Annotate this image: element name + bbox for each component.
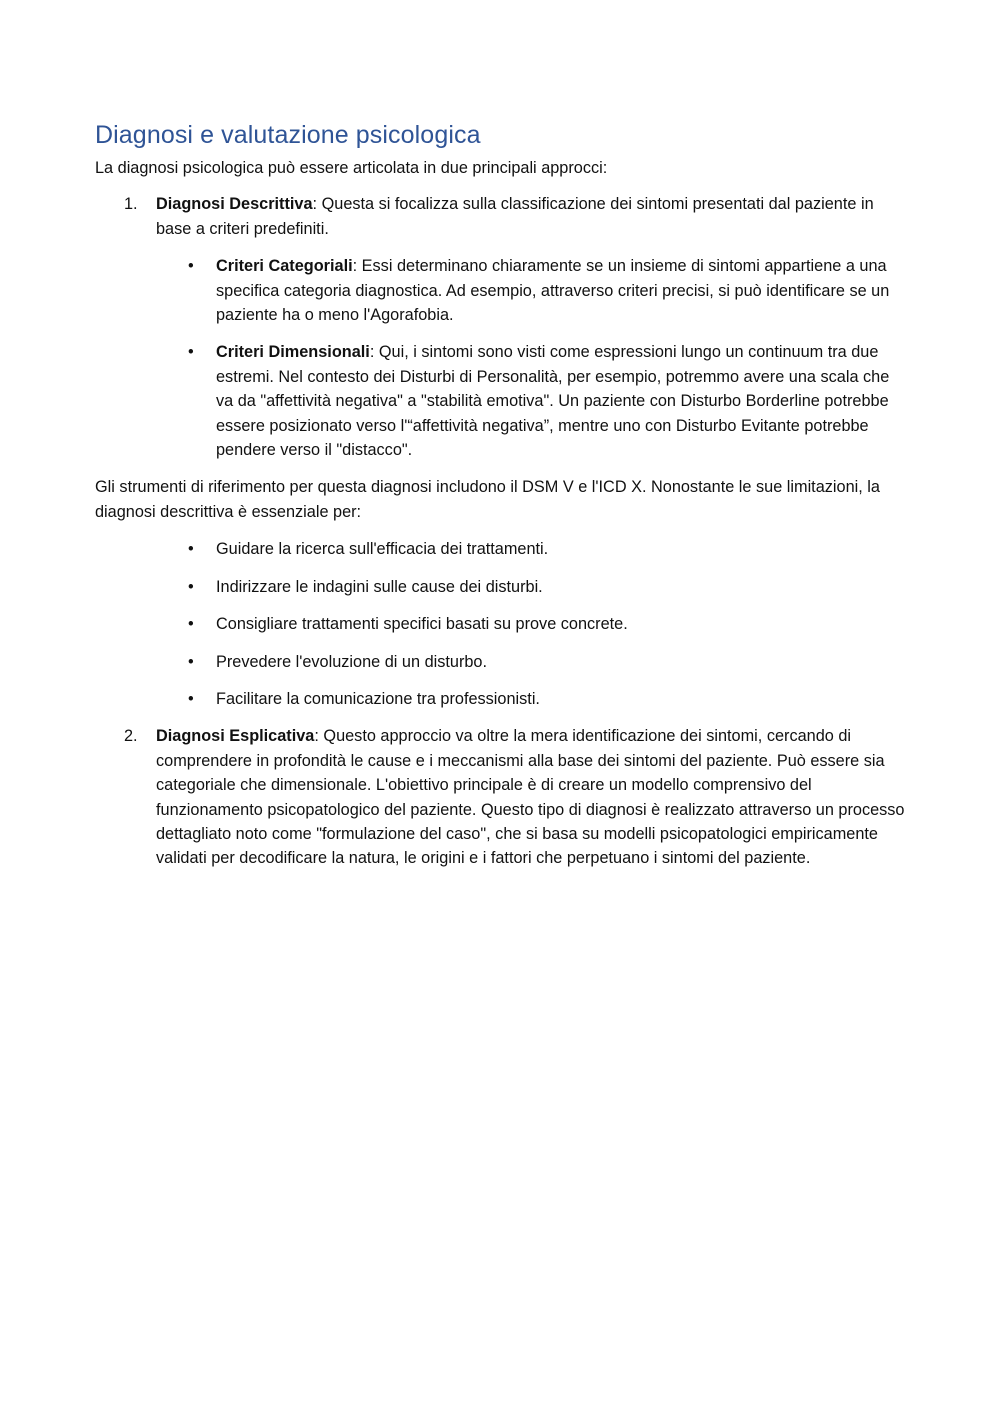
text-categoriali: : Essi determinano chiaramente se un insieme di sintomi appartiene a una specifica categoria diagnostica. Ad esempio, attraverso criteri precisi, si può identificare se un paziente ha o meno l'Agorafobia. [216,257,890,325]
use-text: Guidare la ricerca sull'efficacia dei trattamenti. [216,540,549,559]
intro-paragraph: La diagnosi psicologica può essere articolata in due principali approcci: [95,159,608,177]
bullet-icon: • [188,652,194,671]
text-esplicativa: : Questo approccio va oltre la mera identificazione dei sintomi, cercando di comprendere in profondità le cause e i meccanismi alla base dei sintomi del paziente. Può essere sia categoriale che dimensionale. L'obiettivo principale è di creare un modello comprensivo del funzionamento psicopatologico del paziente. Questo tipo di diagnosi è realizzato attraverso un processo dettagliato noto come "formulazione del caso", che si basa su modelli psicopatologici empiricamente validati per decodificare la natura, le origini e i fattori che perpetuano i sintomi del paziente. [156,727,905,868]
list-item-use [156,612,910,636]
term-esplicativa: Diagnosi Esplicativa [156,727,315,746]
page-title: Diagnosi e valutazione psicologica [95,121,481,149]
list-item-descrittiva [95,192,910,711]
term-descrittiva: Diagnosi Descrittiva [156,195,313,214]
term-categoriali: Criteri Categoriali [216,257,353,276]
list-item-esplicativa [95,724,910,870]
term-dimensionali: Criteri Dimensionali [216,343,370,362]
bullet-icon: • [188,615,194,634]
list-item-use [156,650,910,674]
document-body [95,118,910,871]
bullet-icon: • [188,577,194,596]
use-text: Prevedere l'evoluzione di un disturbo. [216,652,488,671]
text-dimensionali: : Qui, i sintomi sono visti come espressioni lungo un continuum tra due estremi. Nel contesto dei Disturbi di Personalità, per esempio, potremmo avere una scala che va da "affettività negativa" a "stabilità emotiva". Un paziente con Disturbo Borderline potrebbe essere posizionato verso l'“affettività negativa”, mentre uno con Disturbo Evitante potrebbe pendere verso il "distacco". [216,343,890,460]
uses-list [156,537,910,711]
list-item-categoriali [156,254,910,327]
list-item-use [156,537,910,561]
use-text: Indirizzare le indagini sulle cause dei disturbi. [216,577,543,596]
use-text: Facilitare la comunicazione tra professionisti. [216,689,540,708]
bullet-icon: • [188,689,194,708]
bullet-icon: • [188,343,194,362]
bullet-icon: • [188,540,194,559]
list-item-use [156,687,910,711]
approaches-list [95,192,910,870]
list-item-dimensionali [156,340,910,462]
bullet-icon: • [188,257,194,276]
text-descrittiva: : Questa si focalizza sulla classificazione dei sintomi presentati dal paziente in base a criteri predefiniti. [156,195,874,238]
use-text: Consigliare trattamenti specifici basati su prove concrete. [216,615,628,634]
criteria-list [156,254,910,462]
list-item-use [156,575,910,599]
tools-paragraph: Gli strumenti di riferimento per questa diagnosi includono il DSM V e l'ICD X. Nonostante le sue limitazioni, la diagnosi descrittiva è essenziale per: [95,478,880,521]
list-number: 2. [124,727,138,746]
list-number: 1. [124,195,138,214]
